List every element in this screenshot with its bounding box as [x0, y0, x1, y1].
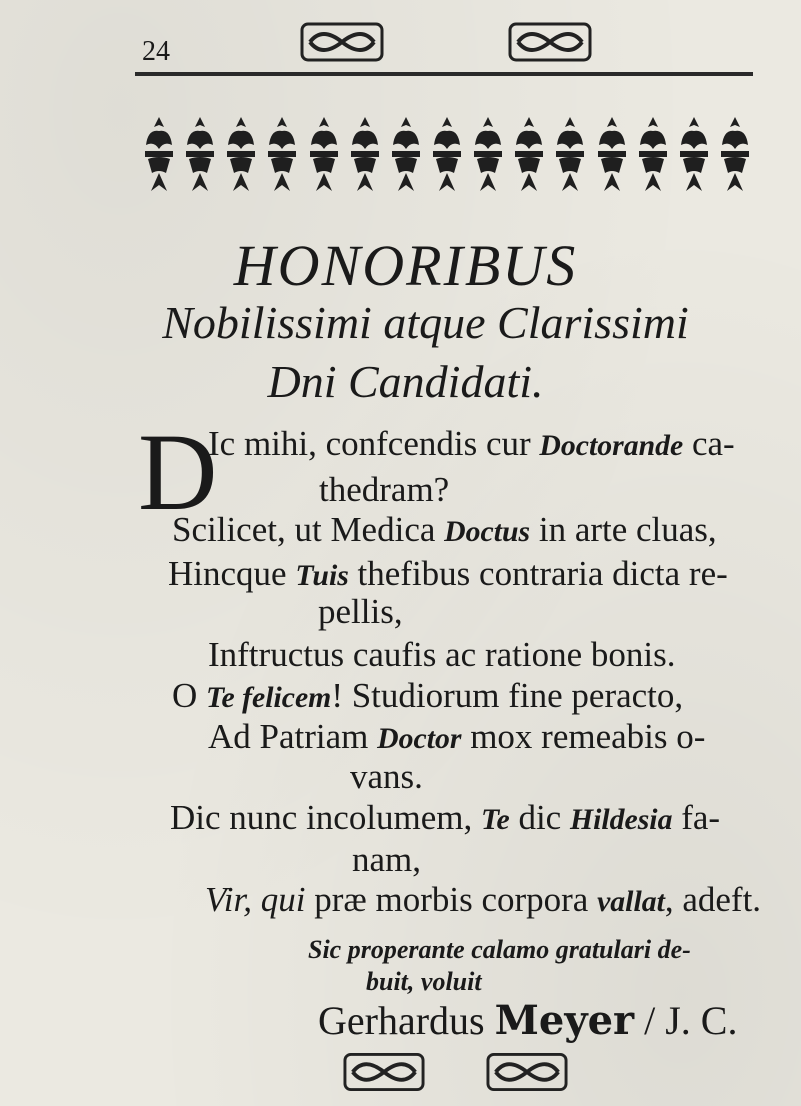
fleuron-icon [636, 115, 670, 193]
poem-line-6: Inftructus caufis ac ratione bonis. [208, 635, 676, 674]
heading-line-2: Nobilissimi atque Clarissimi [162, 297, 689, 348]
ornament-icon [300, 20, 384, 64]
fleuron-icon [348, 115, 382, 193]
heading-line-3: Dni Candidati. [267, 356, 544, 407]
poem-line-3: Scilicet, ut Medica Doctus in arte cluas, [172, 510, 717, 549]
poem-line-2: thedram? [319, 470, 450, 509]
poem-line-1: Ic mihi, confcendis cur Doctorande ca- [208, 424, 735, 463]
poem-line-12: Vir, qui præ morbis corpora vallat, adeft. [205, 880, 762, 919]
fleuron-icon [718, 115, 752, 193]
fleuron-icon [389, 115, 423, 193]
closing-line-2: buit, voluit [366, 967, 482, 996]
poem-line-9: vans. [350, 757, 423, 796]
fleuron-icon [224, 115, 258, 193]
signature: Gerhardus Meyer / J. C. [318, 997, 738, 1044]
page-number: 24 [142, 36, 170, 67]
poem-line-5: pellis, [318, 592, 403, 631]
poem-line-8: Ad Patriam Doctor mox remeabis o- [208, 717, 706, 756]
ornament-icon [486, 1048, 568, 1096]
fleuron-icon [471, 115, 505, 193]
ornament-icon [508, 20, 592, 64]
top-rule [135, 72, 753, 76]
heading-line-1: HONORIBUS [233, 233, 578, 298]
fleuron-icon [142, 115, 176, 193]
fleuron-icon [553, 115, 587, 193]
drop-capital: D [138, 411, 218, 533]
poem-line-11: nam, [352, 840, 422, 879]
poem-line-4: Hincque Tuis thefibus contraria dicta re- [168, 554, 728, 593]
ornament-icon [343, 1048, 425, 1096]
fleuron-icon [677, 115, 711, 193]
fleuron-icon [307, 115, 341, 193]
ornament-border [142, 115, 752, 193]
fleuron-icon [265, 115, 299, 193]
closing-line-1: Sic properante calamo gratulari de- [308, 935, 691, 964]
poem-line-7: O Te felicem! Studiorum fine peracto, [172, 676, 684, 715]
poem-line-10: Dic nunc incolumem, Te dic Hildesia fa- [170, 798, 721, 837]
fleuron-icon [183, 115, 217, 193]
fleuron-icon [430, 115, 464, 193]
fleuron-icon [595, 115, 629, 193]
fleuron-icon [512, 115, 546, 193]
